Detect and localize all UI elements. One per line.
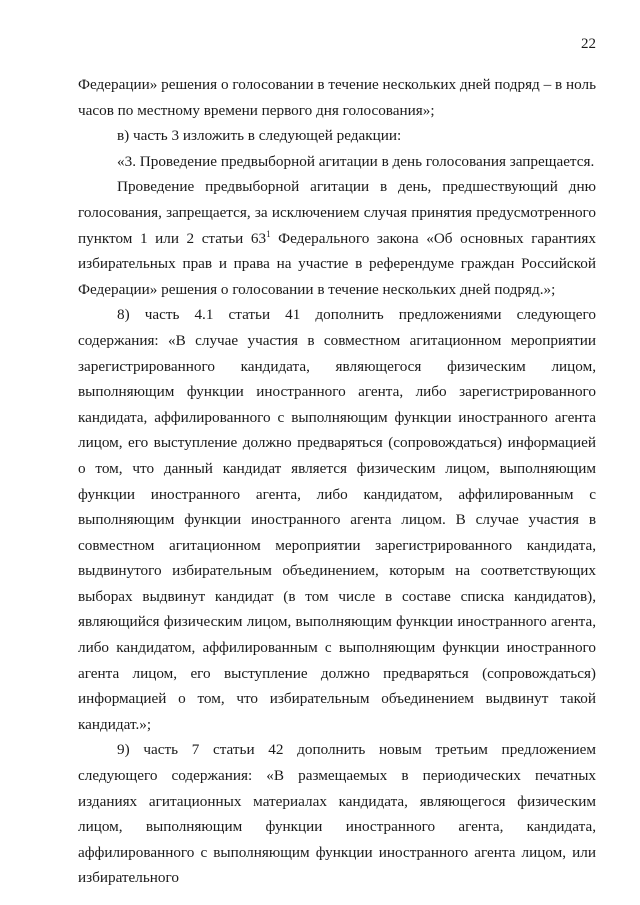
paragraph-item-v: в) часть 3 изложить в следующей редакции:	[117, 127, 402, 145]
page-number: 22	[581, 36, 596, 52]
paragraph-item-9: 9) часть 7 статьи 42 дополнить новым третьим предложением следующего содержания: «В размещаемых в периодических печатных изданиях агитационных материалах кандидата, являющегося физическим лицом, выполняющим функции иностранного агента, кандидата, аффилированного с выполняющим функции иностранного агента лицом, или избирательного	[78, 741, 596, 887]
paragraph-agitation-text-b: Федерального закона «Об основных гарантиях избирательных прав и права на участие в референдуме граждан Российской Федерации» решения о голосовании в течение нескольких дней подряд.»;	[78, 229, 596, 298]
paragraph-continuation: Федерации» решения о голосовании в течение нескольких дней подряд – в ноль часов по местному времени первого дня голосования»;	[78, 76, 596, 119]
paragraph-part-3: «3. Проведение предвыборной агитации в день голосования запрещается.	[117, 152, 595, 170]
superscript-article-index: 1	[266, 228, 271, 239]
paragraph-agitation-text-a: Проведение предвыборной агитации в день, предшествующий дню голосования, запрещается, за исключением случая принятия предусмотренного пунктом 1 или 2 статьи 63	[78, 178, 596, 247]
paragraph-item-8: 8) часть 4.1 статьи 41 дополнить предложениями следующего содержания: «В случае участия в совместном агитационном мероприятии зарегистрированного кандидата, являющегося физическим лицом, выполняющим функции иностранного агента, либо зарегистрированного кандидата, аффилированного с выполняющим функции иностранного агента лицом, его выступление должно предваряться (сопровождаться) информацией о том, что данный кандидат является физическим лицом, выполняющим функции иностранного агента, либо кандидатом, аффилированным с выполняющим функции иностранного агента лицом. В случае участия в совместном агитационном мероприятии зарегистрированного кандидата, выдвинутого избирательным объединением, которым на соответствующих выборах выдвинут кандидат (в том числе в составе списка кандидатов), являющийся физическим лицом, выполняющим функции иностранного агента, либо кандидатом, аффилированным с выполняющим функции иностранного агента лицом, его выступление должно предваряться (сопровождаться) информацией о том, что избирательным объединением выдвинут такой кандидат.»;	[78, 306, 596, 733]
paragraph-agitation	[78, 174, 596, 302]
document-body	[78, 72, 596, 891]
